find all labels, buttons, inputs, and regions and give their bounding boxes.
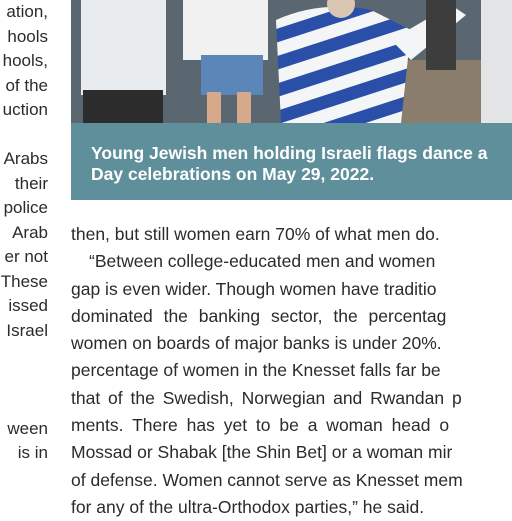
left-column-line: Israel — [6, 320, 48, 340]
left-column-line: hools — [7, 26, 48, 46]
article-line: then, but still women earn 70% of what men do. — [71, 224, 440, 244]
caption-text — [91, 143, 487, 185]
article-line: gap is even wider. Though women have traditio — [71, 278, 437, 299]
left-column-line: hools, — [2, 51, 48, 70]
left-column-line: Arab — [12, 222, 48, 242]
left-column-line: er not — [4, 247, 48, 266]
article-line: women on boards of major banks is under 20%. — [71, 333, 442, 354]
left-column-line: police — [3, 198, 48, 217]
left-column-line: of the — [5, 75, 48, 95]
caption-line: Young Jewish men holding Israeli flags dance a — [91, 143, 488, 163]
article-line: of defense. Women cannot serve as Knesset mem — [71, 469, 463, 490]
left-column-line: ation, — [6, 2, 48, 21]
photo-caption — [71, 123, 512, 200]
article-line: Mossad or Shabak [the Shin Bet] or a woman mir — [71, 442, 453, 463]
left-column-line: is in — [17, 443, 48, 462]
article-line: dominated the banking sector, the percentag — [71, 305, 447, 326]
article-body — [71, 221, 512, 521]
left-column-line — [0, 368, 48, 393]
article-line: that of the Swedish, Norwegian and Rwandan p — [71, 387, 462, 408]
article-photo — [71, 0, 512, 123]
left-column-line: These — [0, 271, 48, 291]
left-column-line: ween — [7, 418, 48, 438]
article-line: “Between college-educated men and women — [89, 251, 436, 272]
left-column-line: uction — [2, 100, 48, 119]
article-line: percentage of women in the Knesset falls far be — [71, 360, 441, 381]
caption-line: Day celebrations on May 29, 2022. — [91, 164, 375, 184]
left-column-line — [0, 123, 48, 148]
left-column-line — [0, 343, 48, 368]
left-column-line: Arabs — [3, 149, 48, 168]
dancing-men-photo — [71, 0, 512, 123]
left-column-line: issed — [8, 296, 48, 315]
left-column-line — [0, 392, 48, 417]
left-column-text — [0, 0, 48, 466]
article-line: ments. There has yet to be a woman head o — [71, 415, 450, 436]
left-column-line: their — [14, 173, 48, 193]
article-line: for any of the ultra-Orthodox parties,” he said. — [71, 496, 425, 517]
